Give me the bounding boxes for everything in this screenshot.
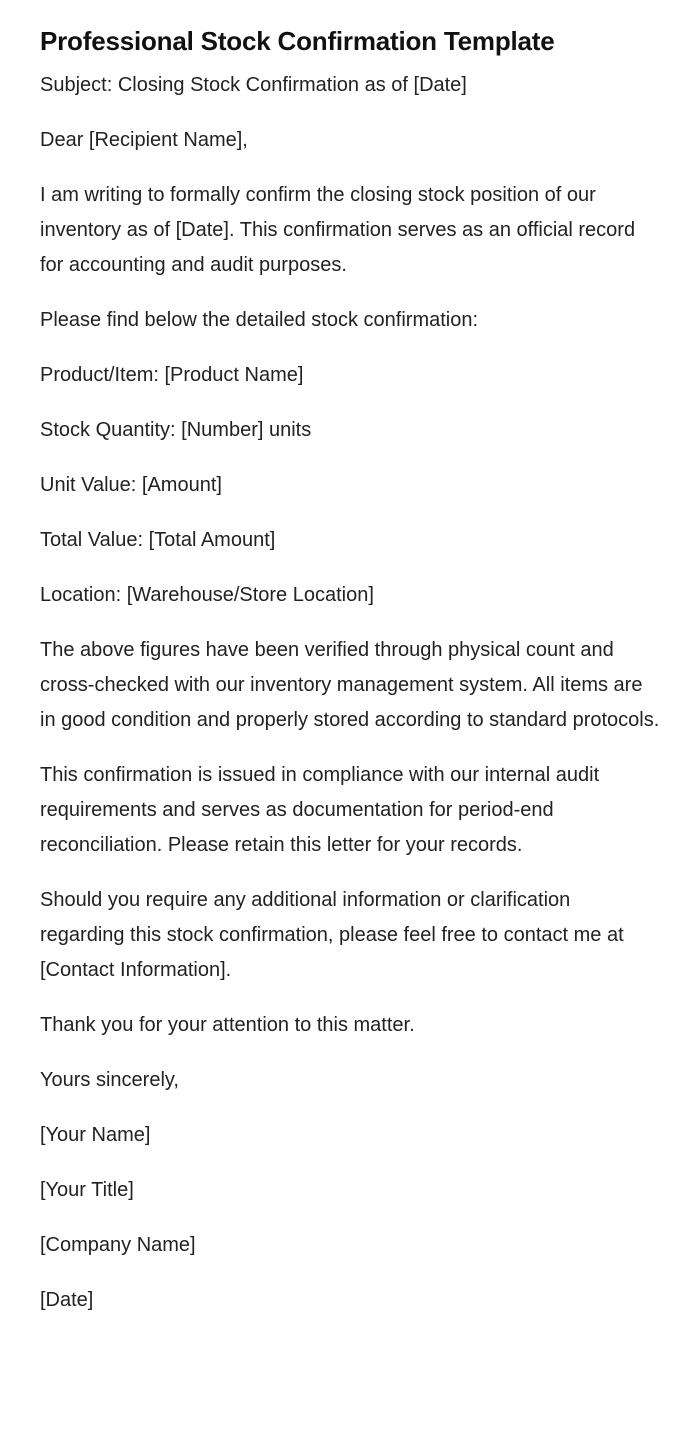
salutation: Dear [Recipient Name], xyxy=(40,129,248,151)
detail-unit-value: Unit Value: [Amount] xyxy=(40,474,222,496)
signature-company: [Company Name] xyxy=(40,1234,196,1256)
signature-title: [Your Title] xyxy=(40,1179,134,1201)
contact-paragraph: Should you require any additional information or clarification regarding this stock confirmation, please feel free to contact me at [Contact Information]. xyxy=(40,889,624,981)
closing-line: Yours sincerely, xyxy=(40,1069,179,1091)
document-title: Professional Stock Confirmation Template xyxy=(40,26,555,56)
lead-in-paragraph: Please find below the detailed stock confirmation: xyxy=(40,309,479,331)
detail-location: Location: [Warehouse/Store Location] xyxy=(40,584,374,606)
detail-total-value: Total Value: [Total Amount] xyxy=(40,529,276,551)
detail-quantity: Stock Quantity: [Number] units xyxy=(40,419,312,441)
subject-line: Subject: Closing Stock Confirmation as of [Date] xyxy=(40,74,467,96)
signature-date: [Date] xyxy=(40,1289,94,1311)
detail-product: Product/Item: [Product Name] xyxy=(40,364,304,386)
thanks-paragraph: Thank you for your attention to this matter. xyxy=(40,1014,415,1036)
signature-name: [Your Name] xyxy=(40,1124,151,1146)
compliance-paragraph: This confirmation is issued in compliance with our internal audit requirements and serves as documentation for period-end reconciliation. Please retain this letter for your records. xyxy=(40,764,600,856)
intro-paragraph: I am writing to formally confirm the closing stock position of our inventory as of [Date]. This confirmation serves as an official record for accounting and audit purposes. xyxy=(40,184,636,276)
verification-paragraph: The above figures have been verified through physical count and cross-checked with our inventory management system. All items are in good condition and properly stored according to standard protocols. xyxy=(40,639,660,731)
